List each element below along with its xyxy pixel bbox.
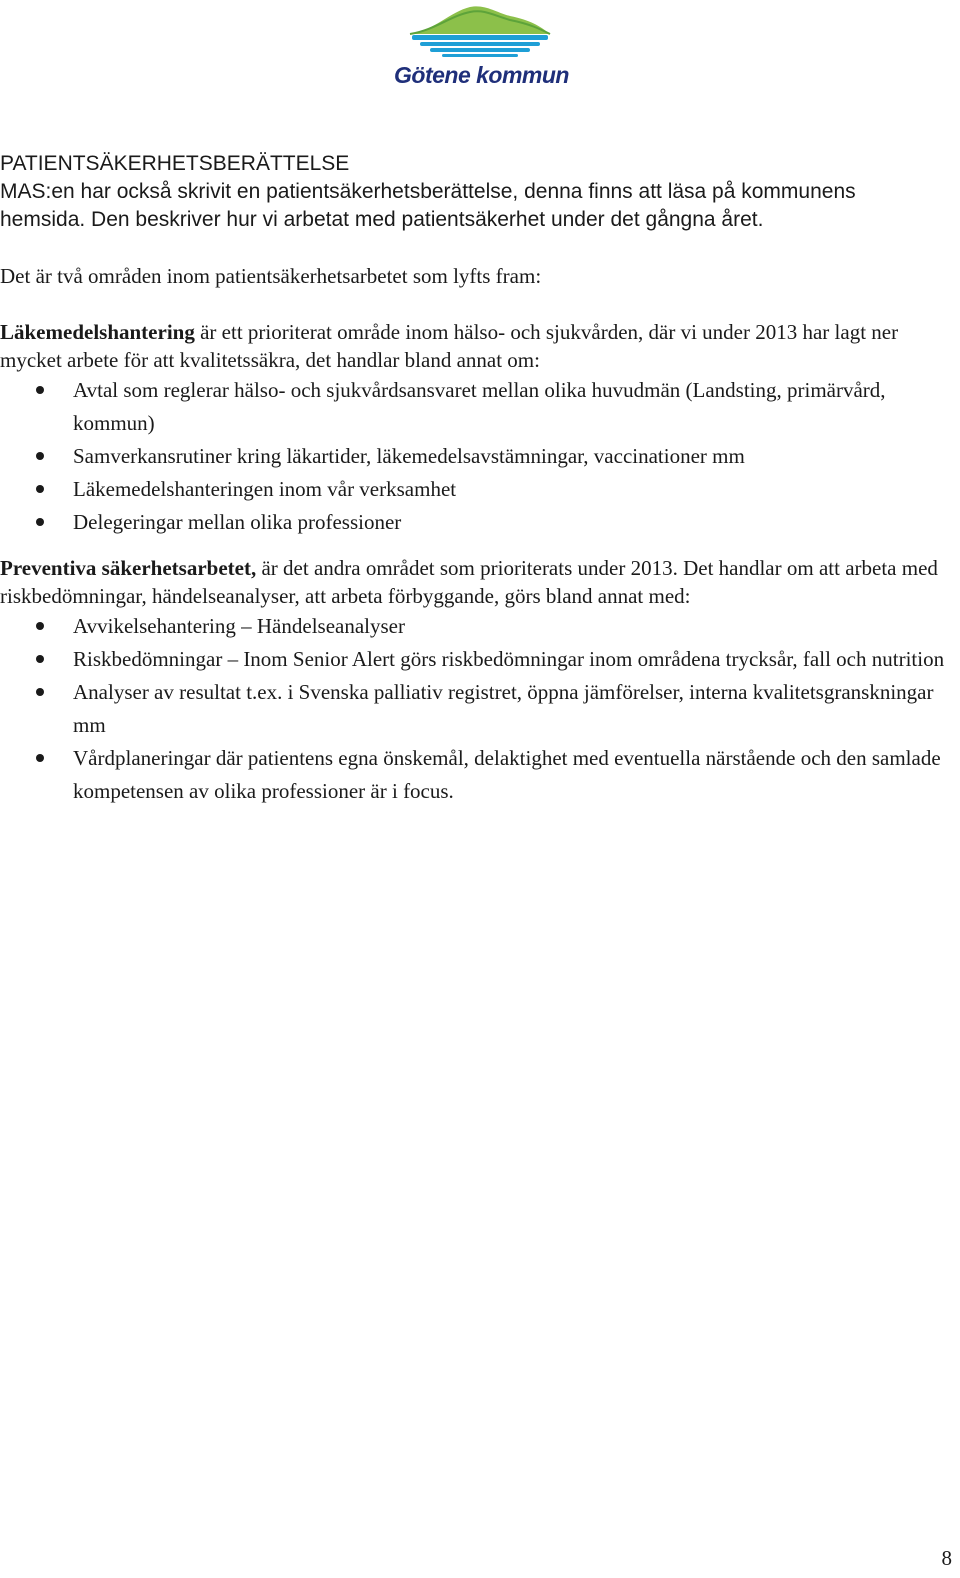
section-lakemedel-term: Läkemedelshantering [0, 320, 195, 344]
list-item: Samverkansrutiner kring läkartider, läkemedelsavstämningar, vaccinationer mm [0, 440, 960, 473]
list-item: Vårdplaneringar där patientens egna önskemål, delaktighet med eventuella närstående och den samlade kompetensen av olika professioner är i focus. [0, 742, 960, 808]
section-lakemedel-text: är ett prioriterat område inom hälso- och sjukvården, där vi under 2013 har lagt ner mycket arbete för att kvalitetssäkra, det handlar bland annat om: [0, 320, 899, 372]
document-body [0, 150, 960, 808]
section-preventiva-paragraph [0, 554, 960, 610]
section-preventiva-text: är det andra området som prioriterats under 2013. Det handlar om att arbeta med riskbedömningar, händelseanalyser, att arbeta förbyggande, görs bland annat med: [0, 556, 938, 608]
logo-text: Götene kommun [394, 62, 569, 88]
list-item: Avtal som reglerar hälso- och sjukvårdsansvaret mellan olika huvudmän (Landsting, primärvård, kommun) [0, 374, 960, 440]
gotene-kommun-logo [390, 2, 570, 100]
list-item: Läkemedelshanteringen inom vår verksamhet [0, 473, 960, 506]
intro-line-1: MAS:en har också skrivit en patientsäkerhetsberättelse, denna finns att läsa på kommunens [0, 180, 856, 203]
list-item: Analyser av resultat t.ex. i Svenska palliativ registret, öppna jämförelser, interna kvalitetsgranskningar mm [0, 676, 960, 742]
list-item: Avvikelsehantering – Händelseanalyser [0, 610, 960, 643]
logo-emblem-icon [390, 2, 570, 64]
areas-intro: Det är två områden inom patientsäkerhetsarbetet som lyfts fram: [0, 264, 542, 288]
intro-line-2: hemsida. Den beskriver hur vi arbetat med patientsäkerhet under det gångna året. [0, 208, 764, 231]
list-item: Riskbedömningar – Inom Senior Alert görs riskbedömningar inom områdena trycksår, fall och nutrition [0, 643, 960, 676]
list-item: Delegeringar mellan olika professioner [0, 506, 960, 539]
page-number: 8 [941, 1546, 952, 1570]
section-preventiva-list [0, 610, 960, 808]
section-lakemedel-paragraph [0, 318, 960, 374]
section-preventiva-term: Preventiva säkerhetsarbetet, [0, 556, 257, 580]
page-heading: PATIENTSÄKERHETSBERÄTTELSE [0, 152, 350, 175]
section-lakemedel-list [0, 374, 960, 539]
